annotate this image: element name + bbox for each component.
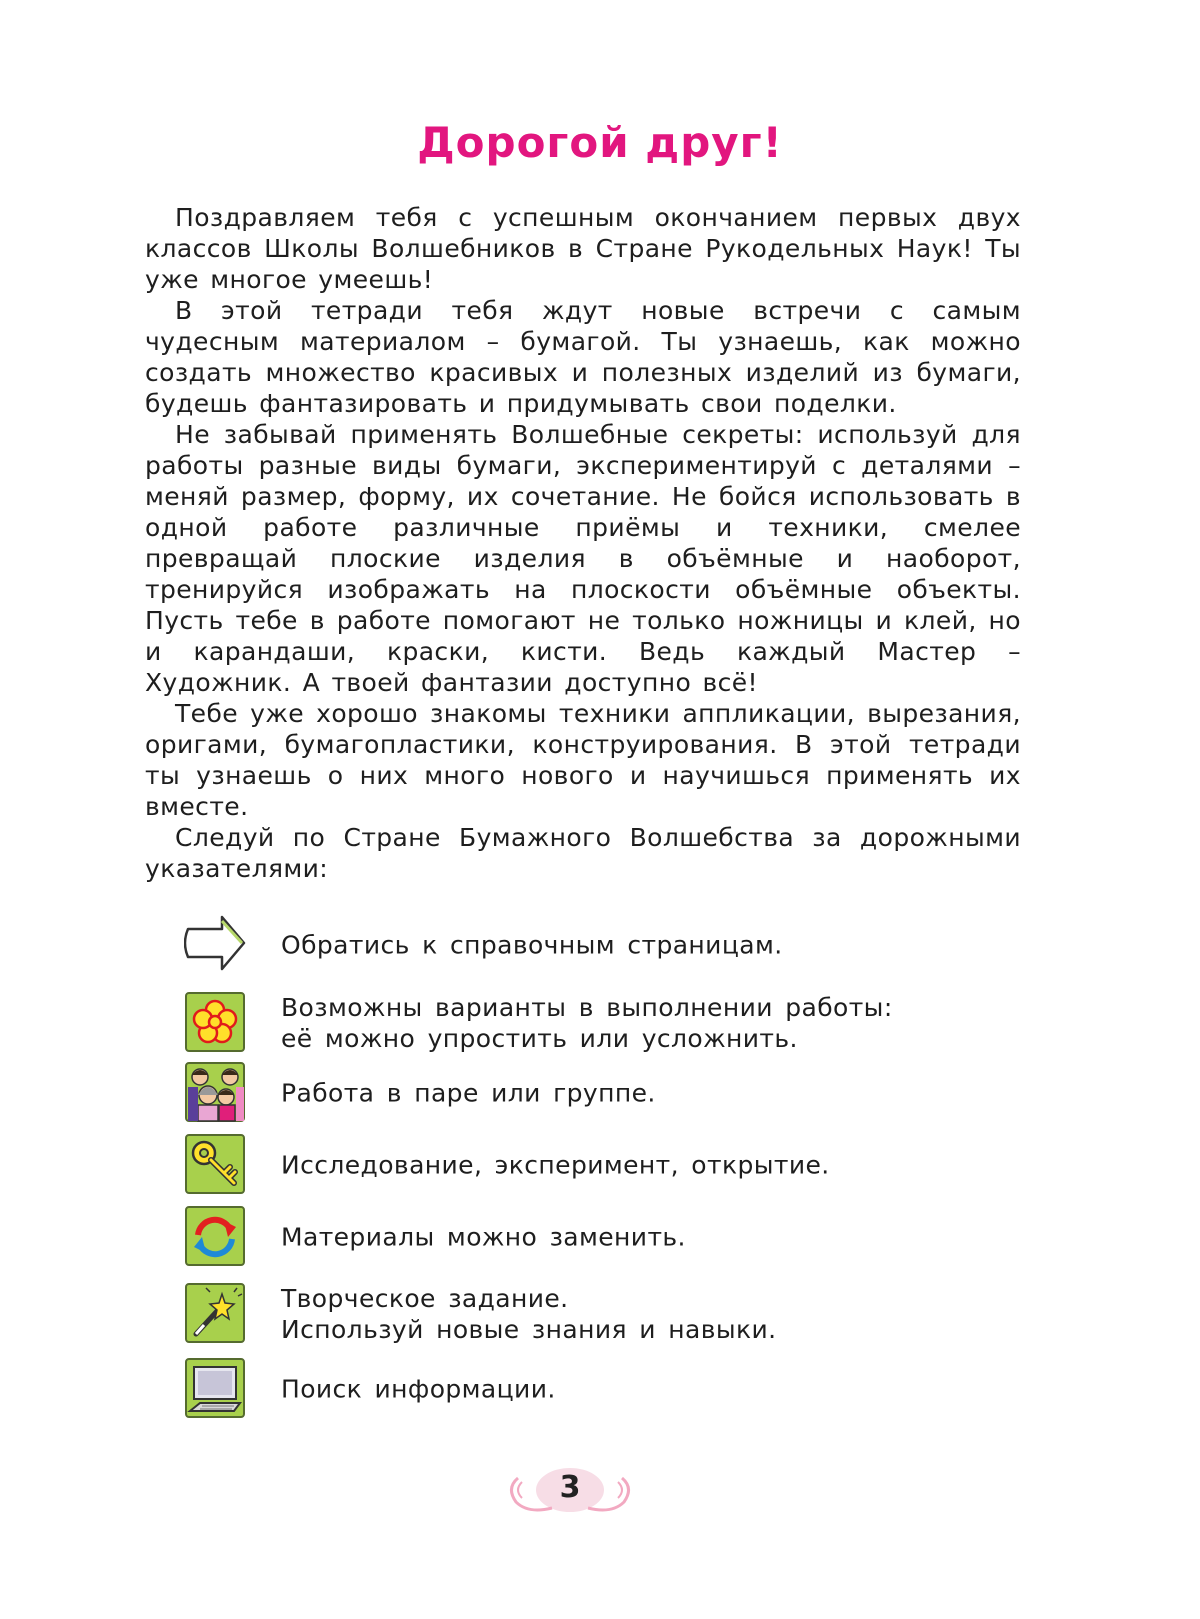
arrow-right-icon xyxy=(184,913,248,977)
key-icon xyxy=(184,1133,248,1197)
paragraph: Поздравляем тебя с успешным окончанием первых двух классов Школы Волшебников в Стране Рукодельных Наук! Ты уже многое умеешь! xyxy=(145,203,1021,294)
legend-item-reference xyxy=(184,913,1004,977)
legend-item-research xyxy=(184,1133,1004,1197)
paragraph: Тебе уже хорошо знакомы техники аппликации, вырезания, оригами, бумагопластики, конструирования. В этой тетради ты узнаешь о них много нового и научишься применять их вместе. xyxy=(145,699,1021,821)
group-of-children-icon xyxy=(184,1061,248,1125)
legend-text: Исследование, эксперимент, открытие. xyxy=(281,1150,830,1180)
flower-icon xyxy=(184,991,248,1055)
legend-text: Обратись к справочным страницам. xyxy=(281,930,783,960)
refresh-arrows-icon xyxy=(184,1205,248,1269)
legend-item-variants xyxy=(184,991,1004,1055)
page-number-value: 3 xyxy=(559,1470,581,1505)
intro-text xyxy=(145,202,1021,884)
legend-text: Возможны варианты в выполнении работы: её можно упростить или усложнить. xyxy=(281,993,893,1053)
legend-item-group-work xyxy=(184,1061,1004,1125)
paragraph: Следуй по Стране Бумажного Волшебства за дорожными указателями: xyxy=(145,823,1021,883)
legend-text: Материалы можно заменить. xyxy=(281,1222,686,1252)
page-title: Дорогой друг! xyxy=(417,118,783,167)
page-number xyxy=(500,1462,640,1518)
legend-text: Работа в паре или группе. xyxy=(281,1078,656,1108)
legend-item-information xyxy=(184,1357,1004,1421)
legend-text: Творческое задание. Используй новые знания и навыки. xyxy=(281,1284,777,1344)
legend-text: Поиск информации. xyxy=(281,1374,556,1404)
legend-item-materials xyxy=(184,1205,1004,1269)
legend-item-creative xyxy=(184,1282,1004,1346)
paragraph: В этой тетради тебя ждут новые встречи с самым чудесным материалом – бумагой. Ты узнаешь, как можно создать множество красивых и полезных изделий из бумаги, будешь фантазировать и придумывать свои поделки. xyxy=(145,296,1021,418)
computer-icon xyxy=(184,1357,248,1421)
magic-wand-icon xyxy=(184,1282,248,1346)
paragraph: Не забывай применять Волшебные секреты: используй для работы разные виды бумаги, экспериментируй с деталями – меняй размер, форму, их сочетание. Не бойся использовать в одной работе различные приёмы и техники, смелее превращай плоские изделия в объёмные и наоборот, тренируйся изображать на плоскости объёмные объекты. Пусть тебе в работе помогают не только ножницы и клей, но и карандаши, краски, кисти. Ведь каждый Мастер – Художник. А твоей фантазии доступно всё! xyxy=(145,420,1021,697)
